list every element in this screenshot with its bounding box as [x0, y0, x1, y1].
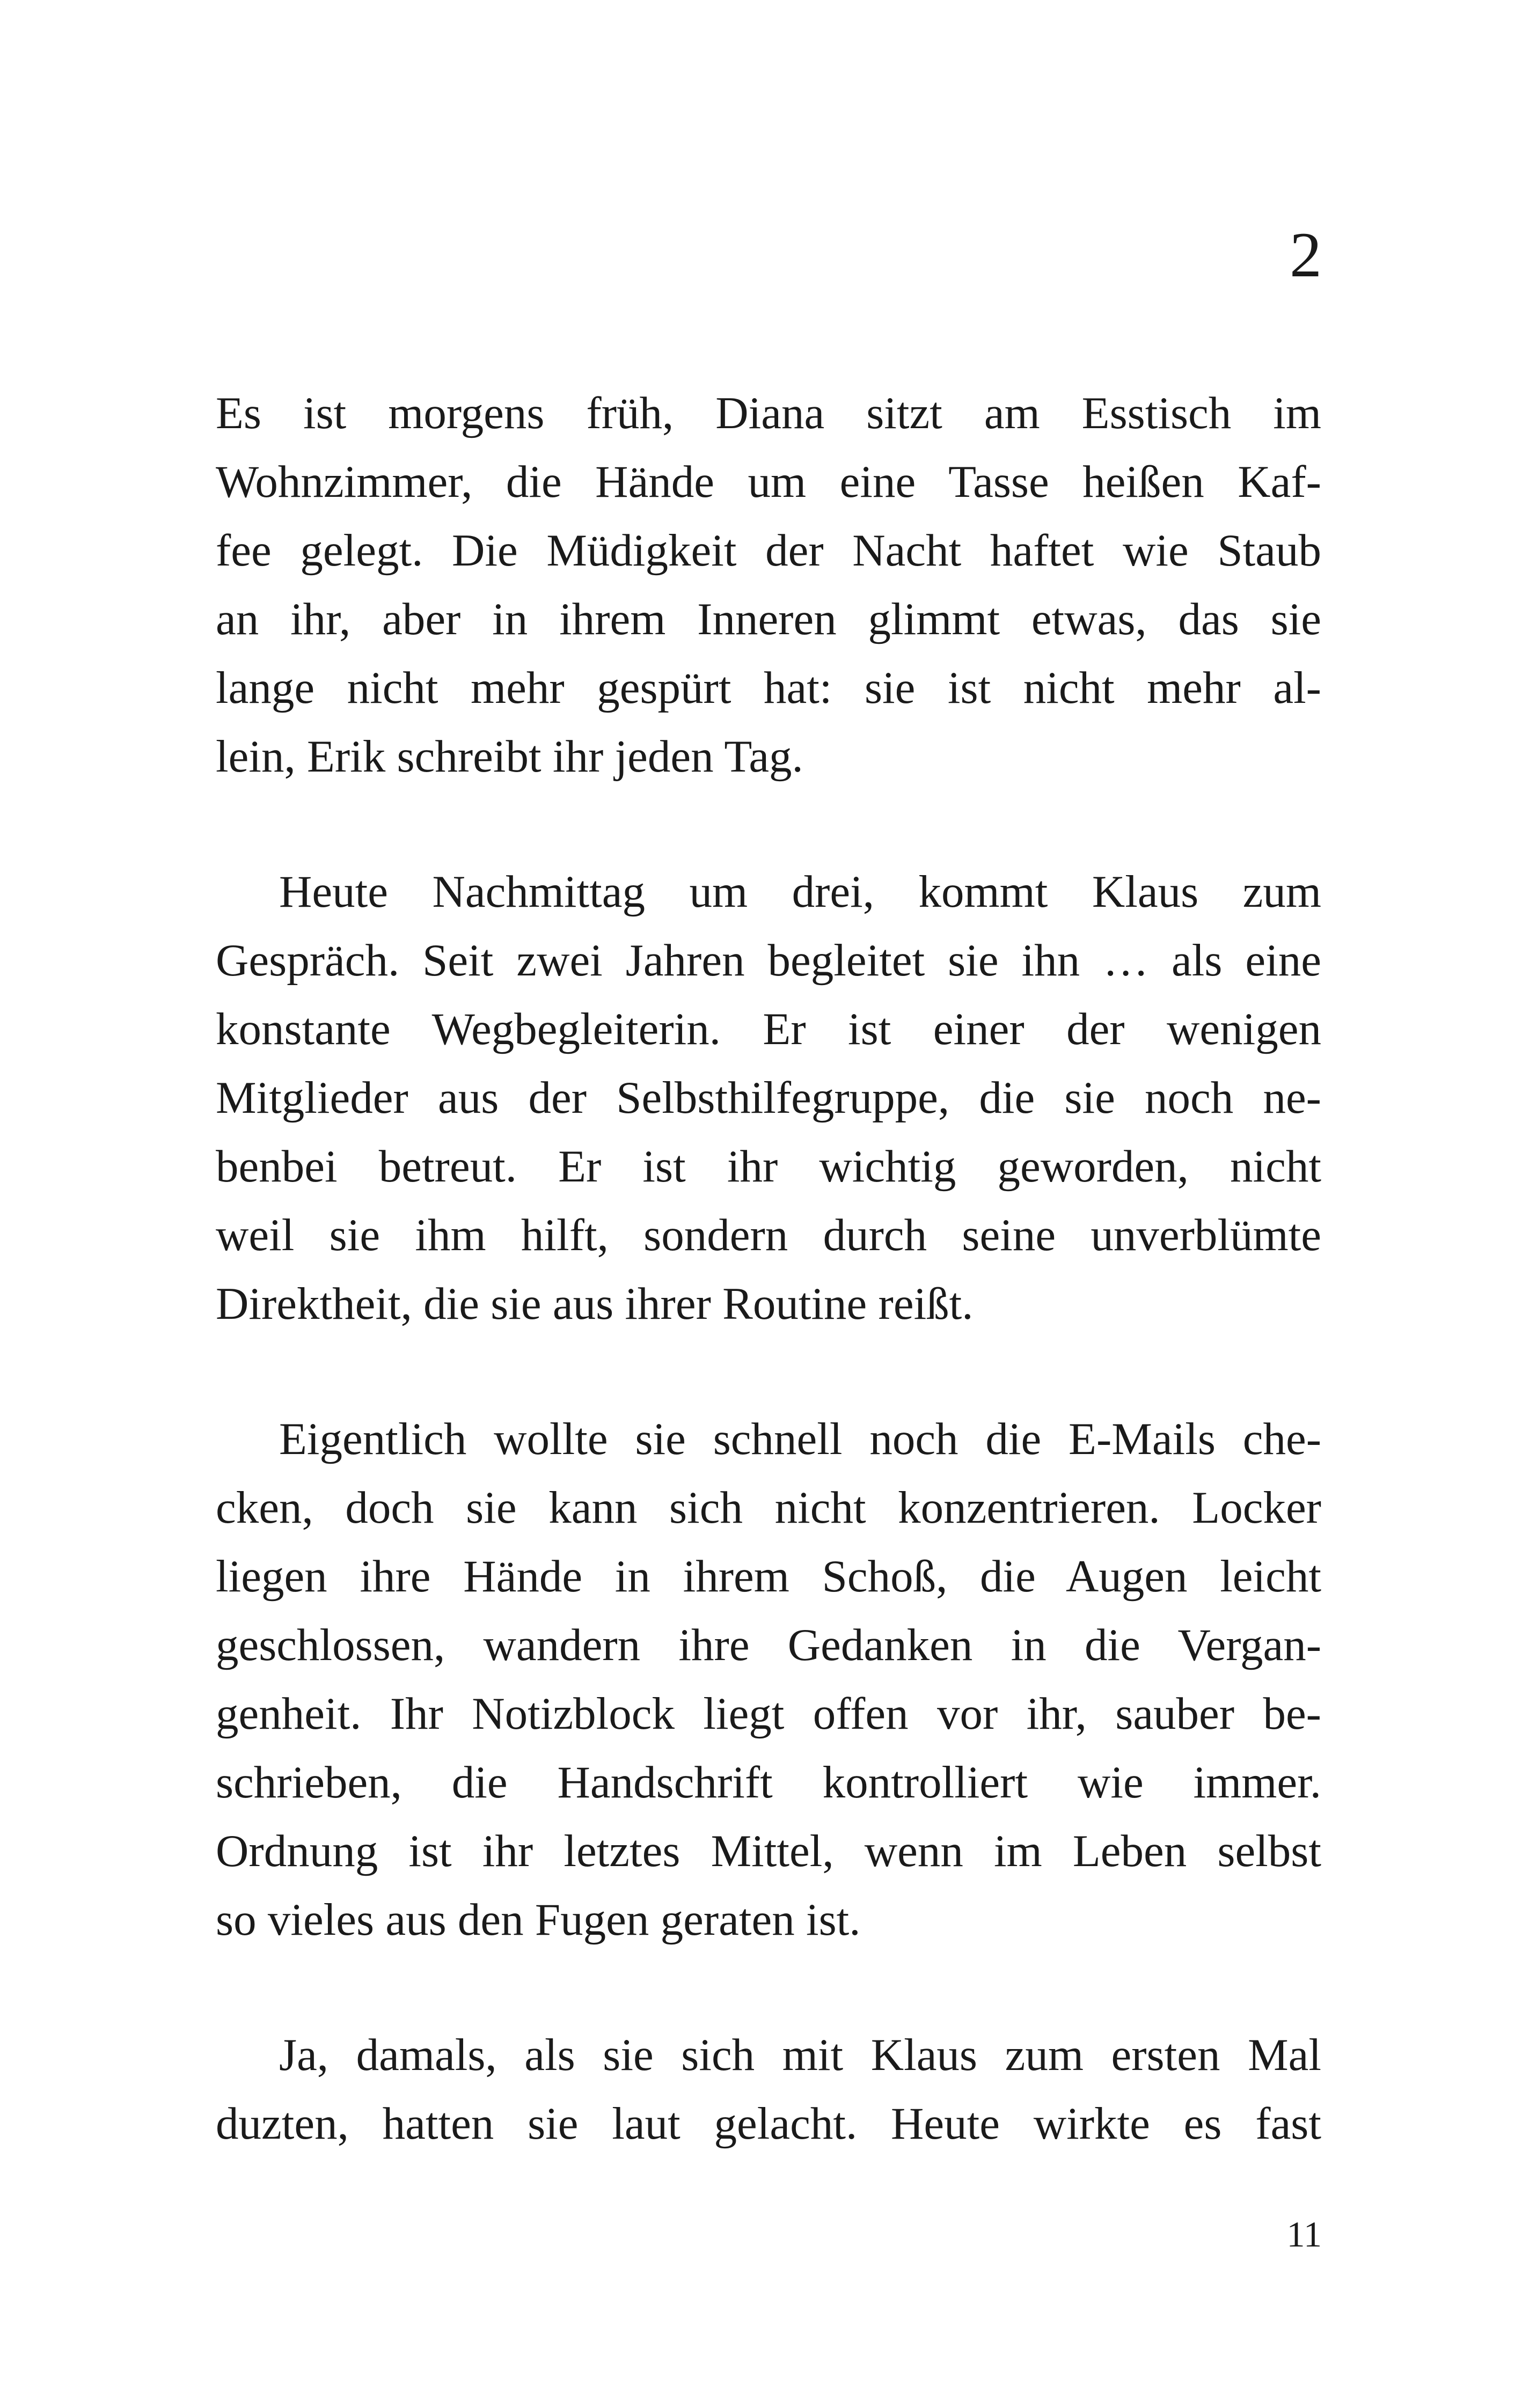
text-line: fee gelegt. Die Müdigkeit der Nacht haftet wie Staub — [216, 525, 1321, 576]
body-text — [216, 379, 1321, 2158]
chapter-number: 2 — [1290, 219, 1322, 290]
text-line: so vieles aus den Fugen geraten ist. — [216, 1895, 861, 1945]
text-line: Ja, damals, als sie sich mit Klaus zum ersten Mal — [279, 2030, 1321, 2080]
text-line: genheit. Ihr Notizblock liegt offen vor ihr, sauber be- — [216, 1688, 1321, 1739]
text-line: Direktheit, die sie aus ihrer Routine reißt. — [216, 1279, 974, 1329]
text-line: Mitglieder aus der Selbsthilfegruppe, die sie noch ne- — [216, 1073, 1321, 1123]
text-line: benbei betreut. Er ist ihr wichtig geworden, nicht — [216, 1141, 1321, 1192]
text-line: Es ist morgens früh, Diana sitzt am Esstisch im — [216, 388, 1321, 438]
paragraph — [216, 2021, 1321, 2158]
text-line: cken, doch sie kann sich nicht konzentrieren. Locker — [216, 1482, 1321, 1533]
text-line: Heute Nachmittag um drei, kommt Klaus zum — [279, 867, 1321, 917]
text-line: Ordnung ist ihr letztes Mittel, wenn im Leben selbst — [216, 1826, 1321, 1876]
paragraph — [216, 379, 1321, 791]
text-line: geschlossen, wandern ihre Gedanken in die Vergan- — [216, 1620, 1321, 1670]
page-number: 11 — [1286, 2214, 1322, 2255]
text-line: liegen ihre Hände in ihrem Schoß, die Augen leicht — [216, 1551, 1321, 1602]
paragraph — [216, 1405, 1321, 1954]
text-line: konstante Wegbegleiterin. Er ist einer der wenigen — [216, 1004, 1321, 1054]
text-line: weil sie ihm hilft, sondern durch seine unverblümte — [216, 1210, 1321, 1260]
text-line: lange nicht mehr gespürt hat: sie ist nicht mehr al- — [216, 663, 1321, 713]
text-line: Wohnzimmer, die Hände um eine Tasse heißen Kaf- — [216, 457, 1321, 507]
text-line: Eigentlich wollte sie schnell noch die E-Mails che- — [279, 1414, 1321, 1464]
text-line: duzten, hatten sie laut gelacht. Heute wirkte es fast — [216, 2098, 1321, 2149]
text-line: schrieben, die Handschrift kontrolliert wie immer. — [216, 1757, 1321, 1808]
text-line: an ihr, aber in ihrem Inneren glimmt etwas, das sie — [216, 594, 1321, 644]
text-line: lein, Erik schreibt ihr jeden Tag. — [216, 731, 803, 782]
text-line: Gespräch. Seit zwei Jahren begleitet sie ihn … als eine — [216, 935, 1321, 986]
paragraph — [216, 857, 1321, 1338]
